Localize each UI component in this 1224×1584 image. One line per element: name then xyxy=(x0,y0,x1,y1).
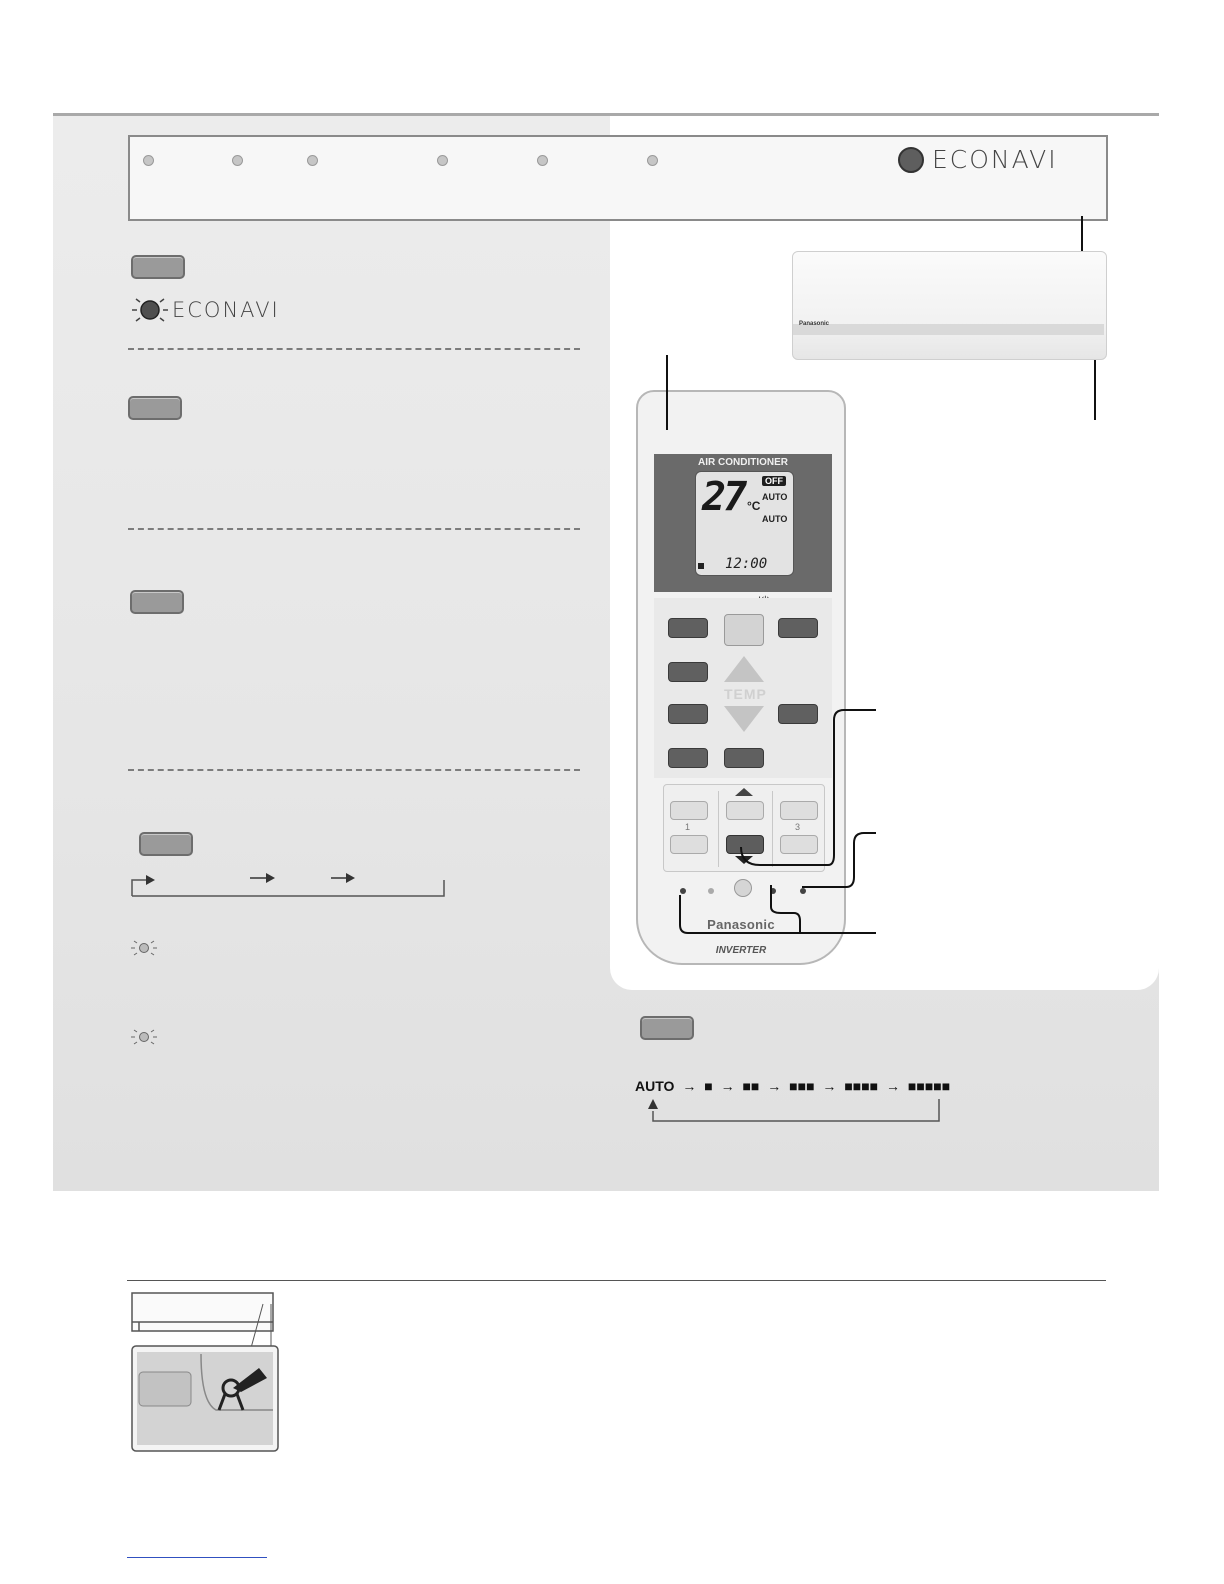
blinking-led-icon-1 xyxy=(130,938,158,958)
section-divider-1 xyxy=(128,348,580,350)
fan-speed-sequence xyxy=(635,1078,950,1094)
fan-speed-return-loop xyxy=(645,1095,945,1125)
fan-arrow-icon: → xyxy=(767,1078,782,1094)
indoor-unit-indicator-strip xyxy=(793,324,1104,335)
bottom-section-rule xyxy=(127,1280,1106,1281)
fan-arrow-icon: → xyxy=(682,1078,697,1094)
indicator-led-6 xyxy=(647,155,658,166)
lcd-temperature: 27 xyxy=(702,474,745,520)
indicator-led-2 xyxy=(232,155,243,166)
lcd-timer: 12:00 xyxy=(725,556,768,572)
indicator-led-3 xyxy=(307,155,318,166)
section-divider-2 xyxy=(128,528,580,530)
fan-arrow-icon: → xyxy=(822,1078,837,1094)
econavi-logo-text: ECONAVI xyxy=(932,145,1058,174)
lcd-fan-auto: AUTO xyxy=(762,514,788,524)
section-2-button-key xyxy=(128,396,182,420)
remote-display-title: AIR CONDITIONER xyxy=(698,457,788,468)
fan-speed-auto: AUTO xyxy=(635,1078,675,1094)
lcd-mode-auto: AUTO xyxy=(762,492,788,502)
indoor-unit-brand: Panasonic xyxy=(799,321,830,327)
indicator-panel xyxy=(128,135,1108,221)
indicator-led-1 xyxy=(143,155,154,166)
indicator-led-4 xyxy=(437,155,448,166)
timer-label-3: 3 xyxy=(795,822,801,832)
econavi-button-key xyxy=(131,255,185,279)
econavi-blink-icon xyxy=(130,296,170,324)
econavi-blinking-logo xyxy=(130,296,280,324)
footer-link-underline xyxy=(127,1557,267,1558)
fan-speed-step-2: ■■ xyxy=(742,1078,760,1094)
econavi-indicator-icon xyxy=(898,147,924,173)
fan-speed-button-key xyxy=(640,1016,694,1040)
remote-brand: Panasonic xyxy=(707,917,775,932)
remote-leader-lines xyxy=(650,355,890,945)
section-3-button-key xyxy=(130,590,184,614)
blinking-led-icon-2 xyxy=(130,1027,158,1047)
indoor-unit-illustration xyxy=(792,251,1107,360)
econavi-logo xyxy=(898,145,1058,174)
lcd-temperature-unit: °C xyxy=(747,499,761,513)
timer-label-1: 1 xyxy=(685,822,691,832)
remote-sub-brand: INVERTER xyxy=(715,945,767,956)
fan-speed-step-4: ■■■■ xyxy=(844,1078,879,1094)
fan-speed-step-3: ■■■ xyxy=(789,1078,815,1094)
fan-speed-step-1: ■ xyxy=(704,1078,713,1094)
fan-arrow-icon: → xyxy=(886,1078,901,1094)
section-4-button-key xyxy=(139,832,193,856)
lcd-off-badge: OFF xyxy=(762,476,786,486)
fan-arrow-icon: → xyxy=(720,1078,735,1094)
econavi-blink-text: ECONAVI xyxy=(172,298,280,322)
indicator-led-5 xyxy=(537,155,548,166)
mode-cycle-diagram xyxy=(128,868,450,902)
temp-label: TEMP xyxy=(724,686,767,702)
auto-off-switch-illustration xyxy=(131,1292,279,1452)
section-divider-3 xyxy=(128,769,580,771)
fan-speed-step-5: ■■■■■ xyxy=(907,1078,951,1094)
